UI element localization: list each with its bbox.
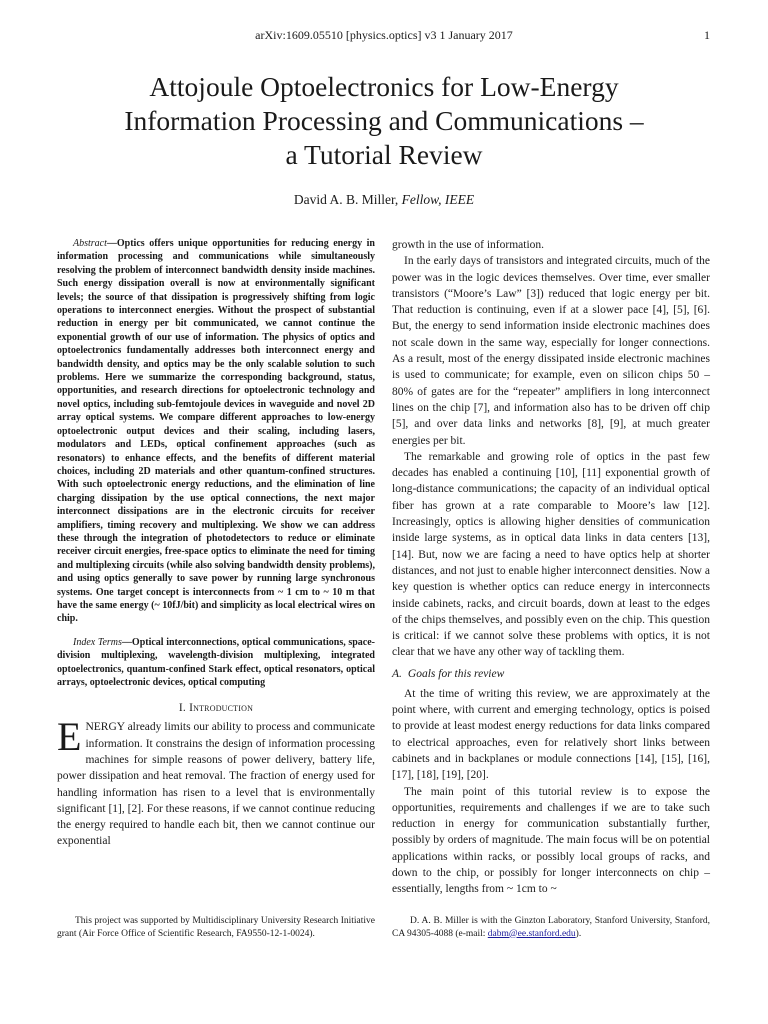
- subsection-heading-goals: [392, 667, 710, 682]
- author-name: David A. B. Miller,: [293, 192, 402, 207]
- affiliation-text: D. A. B. Miller is with the Ginzton Laboratory, Stanford University, Stanford, CA 94305-4088 (e-mail:: [392, 916, 710, 939]
- abstract-text: —Optics offers unique opportunities for reducing energy in information processing and communications while simultaneously resolving the problem of interconnect bandwidth density inside machines. Such energy dissipation overall is now at environmentally significant levels; the source of that dissipation is progressively shifting from logic operations to interconnect energies. Without the prospect of substantial reduction in energy per bit communicated, we cannot continue the exponential growth of our use of information. The physics of optics and optoelectronics fundamentally addresses both interconnect energy and bandwidth density, and optics may be the only scalable solution to such problems. Here we summarize the corresponding background, status, opportunities, and research directions for optoelectronic technology and novel optics, including sub-femtojoule devices in waveguide and novel 2D array optical systems. We compare different approaches to low-energy optoelectronic output devices and their scaling, including lasers, modulators and LEDs, optical confinement approaches (such as resonators) to enhance effects, and the benefits of different material choices, including 2D materials and other quantum-confined structures. With such optoelectronic energy reductions, and the elimination of line charging dissipation by the use optical connections, the next major interconnect dissipations are in the electronic circuits for receiver amplifiers, timing recovery and multiplexing. We show we can address these through the integration of photodetectors to reduce or eliminate receiver circuit energies, free-space optics to eliminate the need for timing and multiplexing circuits (while also solving bandwidth density problems), and using optics generally to save power by running large synchronous systems. One target concept is interconnects from ~ 1 cm to ~ 10 m that have the same energy (~ 10fJ/bit) and simplicity as local electrical wires on chip.: [57, 238, 375, 625]
- subsection-number: A.: [392, 667, 402, 680]
- right-column: [392, 237, 710, 898]
- continued-paragraph: growth in the use of information.: [392, 239, 545, 251]
- intro-first-word: NERGY: [85, 721, 125, 734]
- index-terms-text: —Optical interconnections, optical communications, space-division multiplexing, wavelength-division multiplexing, integrated optoelectronics, quantum-confined Stark effect, optical resonators, optical arrays, optoelectronic devices, optical computing: [57, 636, 375, 688]
- page-number: 1: [704, 28, 710, 42]
- intro-text: already limits our ability to process and communicate information. It constrains the design of information processing machines for simple reasons of power delivery, battery life, power dissipation and heat removal. The fraction of energy used for handling information has risen to a level that is environmentally significant [1], [2]. For these reasons, if we cannot continue reducing the energy required to handle each bit, then we cannot continue our exponential: [57, 721, 375, 848]
- paper-title: [60, 70, 708, 172]
- body-paragraph: The main point of this tutorial review is to expose the opportunities, requirements and challenges if we are to take such reduction in energy for communication substantially further, possibly by orders of magnitude. The main focus will be on potential applications within racks, or possibly local groups of racks, and down to the chip, or possibly for longer interconnects on chip – essentially, lengths from ~ 1cm to ~: [392, 785, 710, 896]
- arxiv-identifier: arXiv:1609.05510 [physics.optics] v3 1 January 2017: [255, 28, 513, 42]
- author-role: Fellow, IEEE: [401, 192, 475, 207]
- abstract-lead: Abstract: [73, 238, 107, 249]
- affiliation-suffix: ).: [575, 928, 582, 939]
- title-line: a Tutorial Review: [285, 139, 483, 170]
- email-link[interactable]: dabm@ee.stanford.edu: [487, 928, 576, 939]
- left-column: [57, 237, 375, 850]
- body-paragraph: At the time of writing this review, we are approximately at the point where, with current and emerging technology, optics is poised to provide at least modest energy reductions for data links compared to electrical approaches, even for relatively short links between cabinets and in backplanes or module connections [14], [15], [16], [17], [18], [19], [20].: [392, 687, 710, 782]
- drop-cap: E: [57, 714, 82, 760]
- index-terms-lead: Index Terms: [73, 636, 122, 648]
- abstract: [57, 237, 375, 626]
- funding-footnote: This project was supported by Multidisciplinary University Research Initiative grant (Air Force Office of Scientific Research, FA9550-12-1-0024).: [57, 916, 375, 939]
- body-paragraph: The remarkable and growing role of optics in the past few decades has enabled a continuing [10], [11] exponential growth of long-distance communications; the capacity of an individual optical fiber has grown at a rate comparable to Moore’s law [12]. Increasingly, optics is allowing higher densities of communication inside large systems, as in optical data links in data centers [13], [14]. But, now we are facing a need to have optics help at shorter distances, and not just to enable higher interconnect densities. Now a key question is whether optics can reduce energy in interconnects inside cabinets, racks, and circuit boards, down at least to the edges of the chips themselves, and possibly even on the chip. This question is critical: if we cannot solve these problems with optics, it is not clear that we have any other way of tackling them.: [392, 450, 710, 659]
- introduction-paragraph: [57, 714, 375, 849]
- author-affiliation-footnote: [392, 915, 710, 940]
- title-line: Attojoule Optoelectronics for Low-Energy: [149, 71, 619, 102]
- index-terms: [57, 636, 375, 690]
- body-paragraph: In the early days of transistors and integrated circuits, much of the power was in the logic devices themselves. Over time, ever smaller transistors (“Moore’s Law” [3]) reduced that logic energy per bit. That reduction is continuing, even if at a slower pace [4], [5], [6]. But, the energy to send information inside electronic machines does not scale down in the same way, especially for longer connections. As a result, most of the energy dissipated inside electronic machines is used to communicate; for example, even on silicon chips 50 – 80% of gates are for the “repeater” amplifiers in long interconnect lines on the chip [7], and information also has to be driven off chip [5], and over data links and networks [8], [9], at much greater energies per bit.: [392, 255, 710, 447]
- subsection-title: Goals for this review: [407, 667, 505, 680]
- author-line: [0, 192, 768, 208]
- section-heading-introduction: I. Introduction: [178, 702, 254, 715]
- title-line: Information Processing and Communications –: [124, 105, 644, 136]
